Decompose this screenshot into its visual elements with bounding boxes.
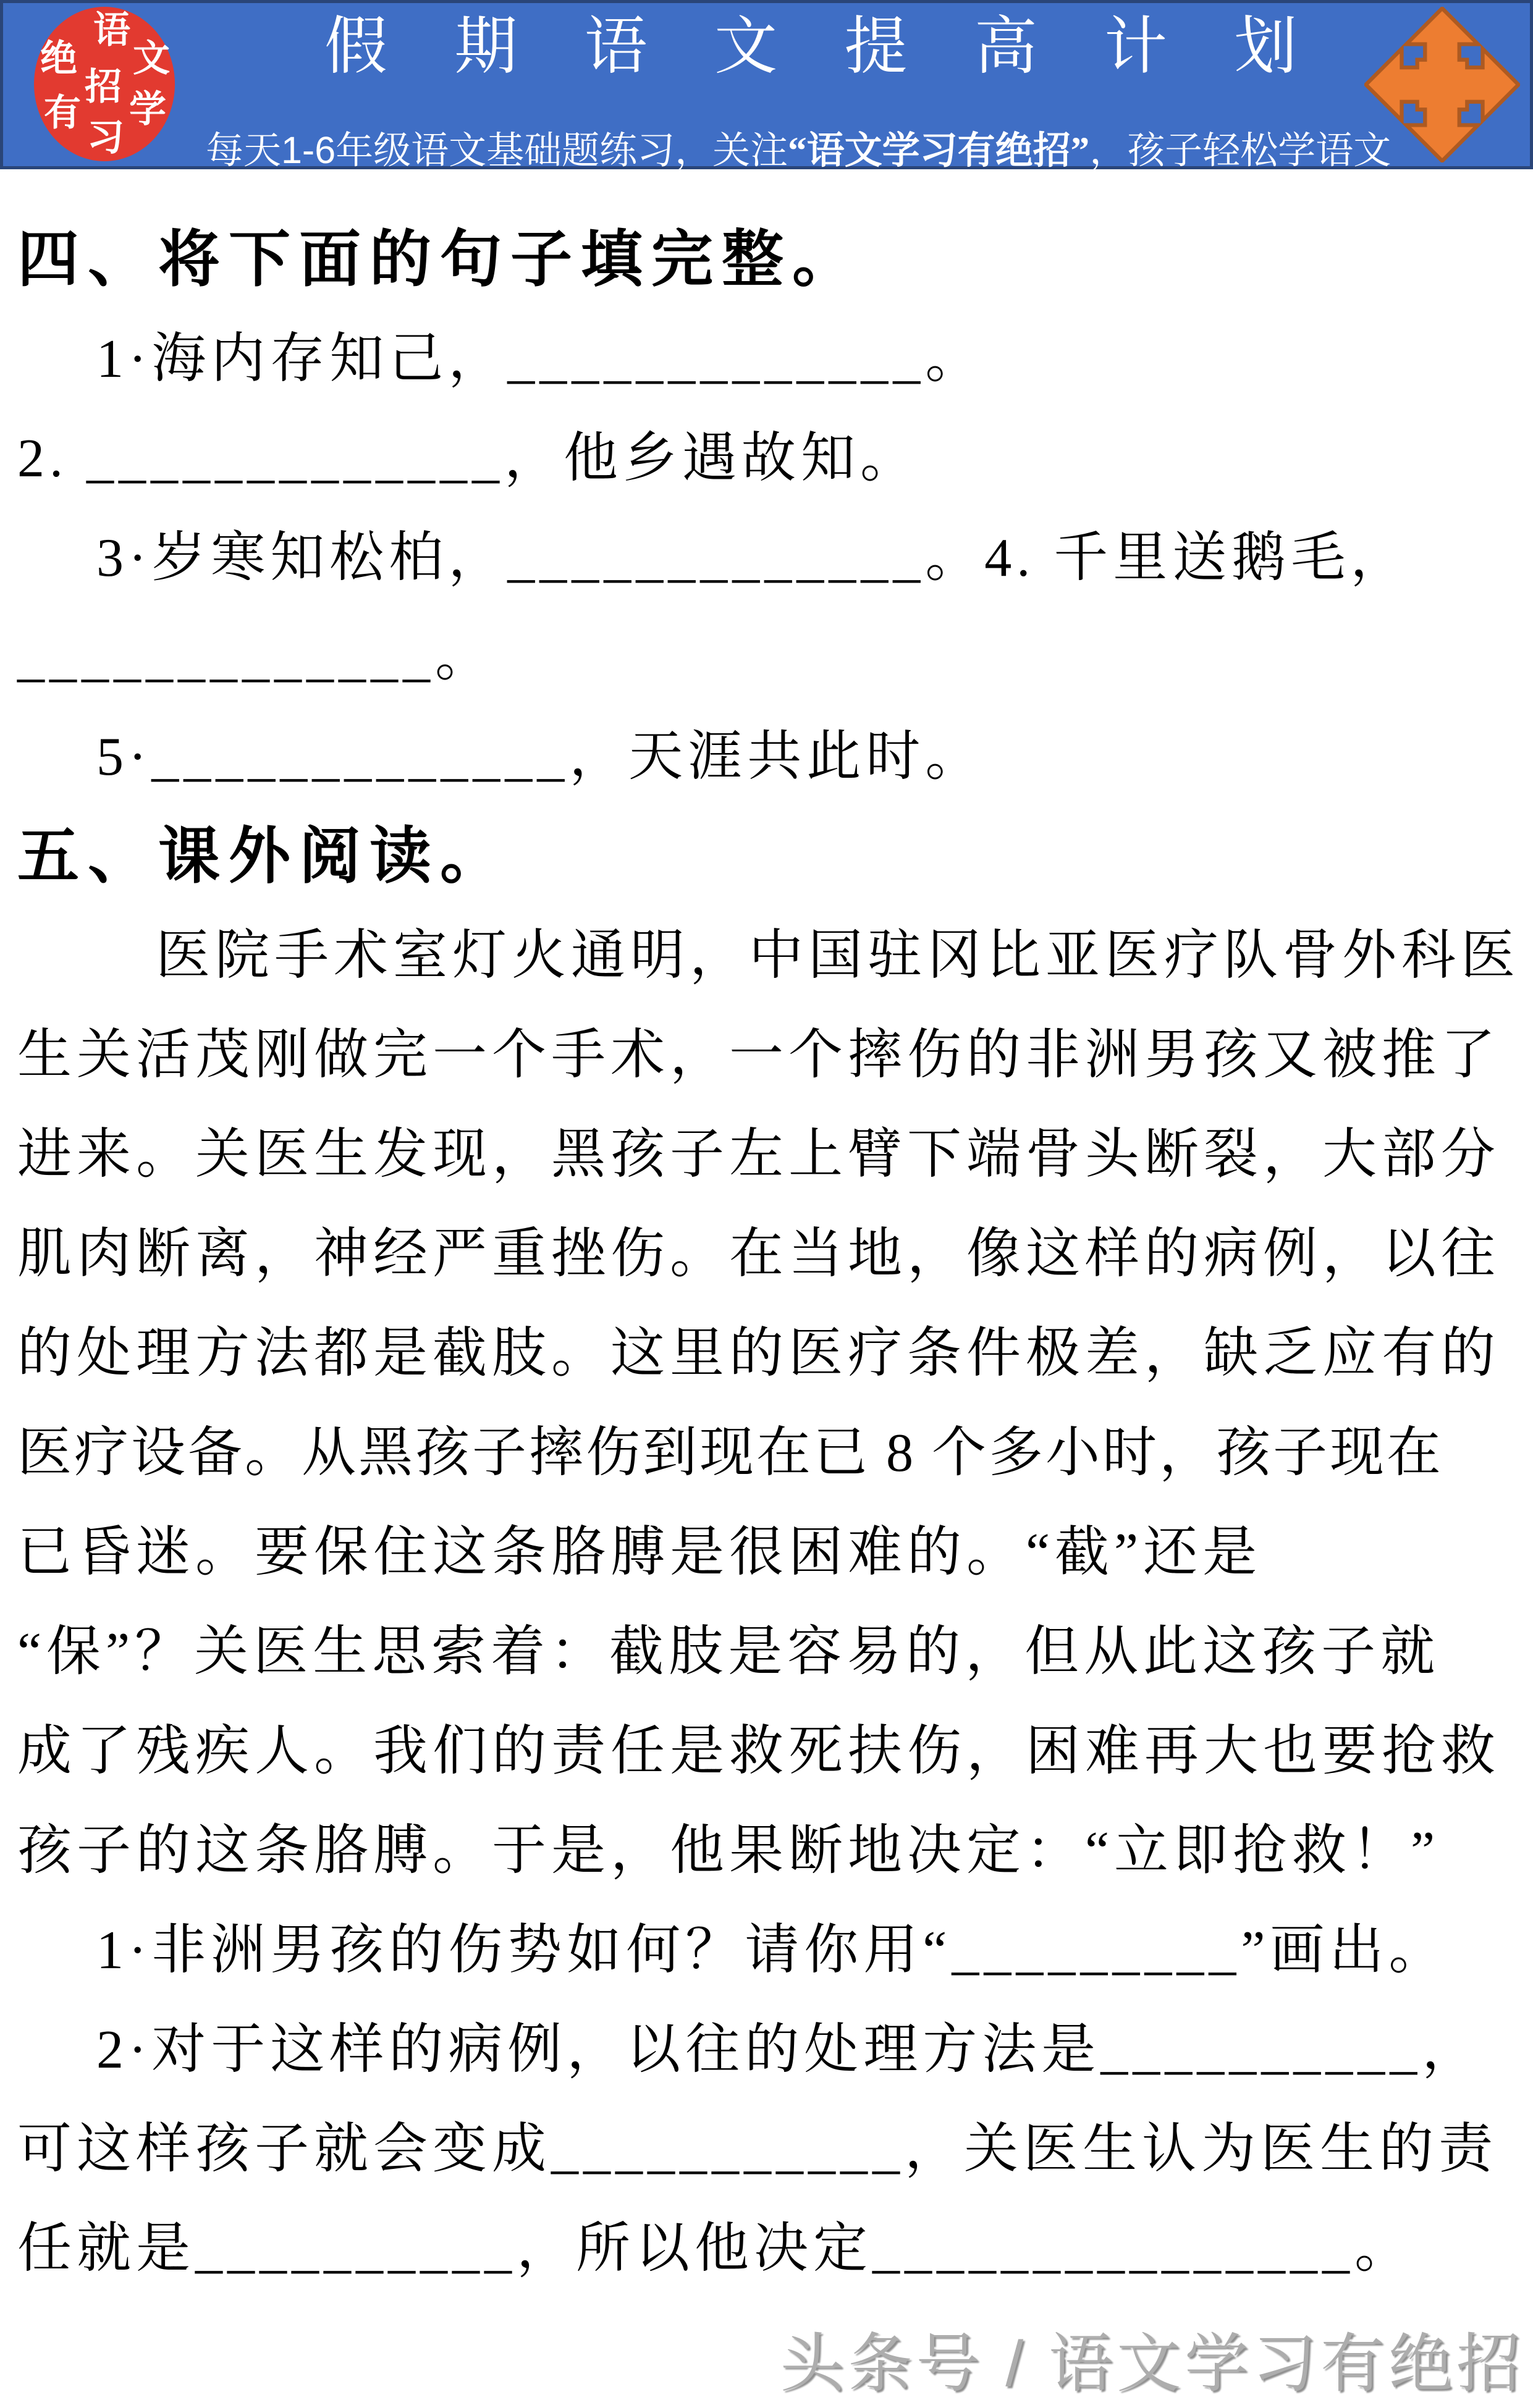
banner-subtitle (206, 120, 1391, 174)
question-2: 2·对于这样的病例，以往的处理方法是__________， (96, 2020, 1482, 2080)
sentence-item-1: 1·海内存知己，_____________。 (96, 329, 985, 389)
exercise-5-heading: 五、课外阅读。 (17, 822, 510, 891)
sentence-item-2: 2. _____________，他乡遇故知。 (17, 429, 920, 489)
logo-char: 有 (44, 93, 81, 133)
logo-char: 习 (87, 117, 124, 158)
brand-logo-stamp (34, 7, 175, 161)
sentence-item-3-4: 3·岁寒知松柏，_____________。4. 千里送鹅毛， (96, 528, 1410, 588)
passage-line-4: 肌肉断离，神经严重挫伤。在当地，像这样的病例，以往 (17, 1224, 1501, 1284)
subtitle-suffix: ，孩子轻松学语文 (1089, 129, 1392, 171)
passage-line-8: “保”？关医生思索着：截肢是容易的，但从此这孩子就 (17, 1622, 1440, 1682)
subtitle-brand-name: “语文学习有绝招” (788, 130, 1090, 172)
logo-char: 招 (85, 67, 122, 107)
passage-line-2: 生关活茂刚做完一个手术，一个摔伤的非洲男孩又被推了 (17, 1025, 1501, 1085)
question-2-cont: 可这样孩子就会变成___________，关医生认为医生的责 (17, 2120, 1498, 2179)
logo-char: 文 (133, 38, 170, 79)
question-1: 1·非洲男孩的伤势如何？请你用“_________”画出。 (96, 1921, 1448, 1981)
exercise-4-heading: 四、将下面的句子填完整。 (17, 225, 863, 294)
logo-char: 语 (93, 10, 130, 51)
subtitle-prefix: 每天1-6年级语文基础题练习，关注 (206, 129, 788, 171)
passage-line-5: 的处理方法都是截肢。这里的医疗条件极差，缺乏应有的 (17, 1324, 1501, 1384)
watermark: 头条号 / 语文学习有绝招 (780, 2328, 1524, 2400)
worksheet-body (17, 210, 1521, 2299)
passage-line-10: 孩子的这条胳膊。于是，他果断地决定：“立即抢救！” (17, 1821, 1440, 1881)
passage-line-3: 进来。关医生发现，黑孩子左上臂下端骨头断裂，大部分 (17, 1125, 1501, 1185)
sentence-item-5: 5·_____________，天涯共此时。 (96, 727, 985, 787)
logo-char: 绝 (40, 38, 77, 79)
sentence-item-4-cont: _____________。 (17, 628, 495, 688)
logo-char: 学 (129, 89, 166, 130)
question-2-end: 任就是__________，所以他决定_______________。 (17, 2219, 1414, 2279)
header-banner (0, 0, 1533, 172)
passage-line-6: 医疗设备。从黑孩子摔伤到现在已 8 个多小时，孩子现在 (17, 1423, 1444, 1483)
banner-title: 假 期 语 文 提 高 计 划 (324, 11, 1322, 82)
passage-line-1: 医院手术室灯火通明，中国驻冈比亚医疗队骨外科医 (156, 926, 1521, 986)
passage-line-7: 已昏迷。要保住这条胳膊是很困难的。“截”还是 (17, 1523, 1262, 1583)
move-arrows-icon (1364, 7, 1520, 162)
passage-line-9: 成了残疾人。我们的责任是救死扶伤，困难再大也要抢救 (17, 1722, 1501, 1782)
